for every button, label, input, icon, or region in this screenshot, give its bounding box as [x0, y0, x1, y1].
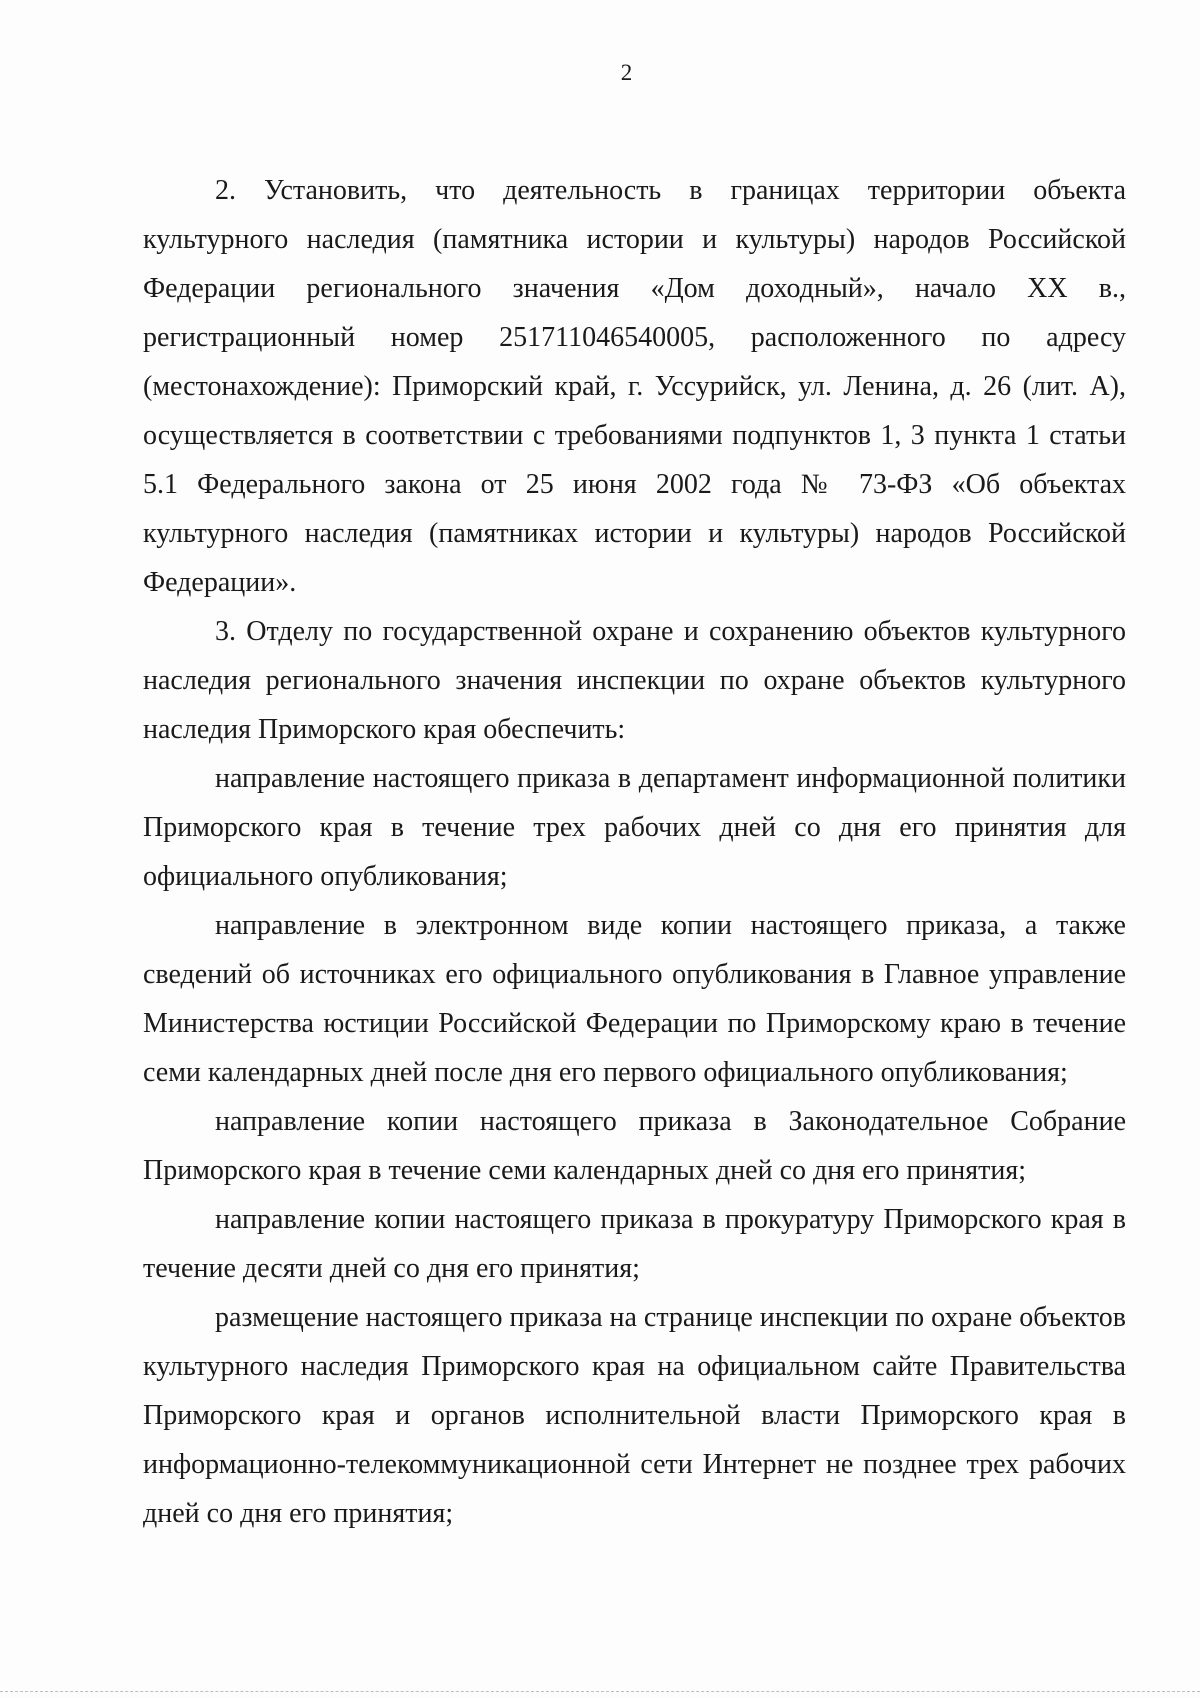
paragraph-send-to-prosecutor: направление копии настоящего приказа в прокуратуру Приморского края в течение десяти дней со дня его принятия;	[143, 1204, 1126, 1284]
page-number: 2	[620, 60, 633, 85]
document-body	[143, 166, 1126, 1538]
paragraph-2-activity: 2. Установить, что деятельность в границах территории объекта культурного наследия (памятника истории и культуры) народов Российской Федерации регионального значения «Дом доходный», начало XX в., регистрационный номер 251711046540005, расположенного по адресу (местонахождение): Приморский край, г. Уссурийск, ул. Ленина, д. 26 (лит. А), осуществляется в соответствии с требованиями подпунктов 1, 3 пункта 1 статьи 5.1 Федерального закона от 25 июня 2002 года № 73-ФЗ «Об объектах культурного наследия (памятниках истории и культуры) народов Российской Федерации».	[143, 175, 1126, 598]
scan-edge-divider	[0, 1691, 1200, 1692]
paragraph-send-to-legislature: направление копии настоящего приказа в Законодательное Собрание Приморского края в течение семи календарных дней со дня его принятия;	[143, 1106, 1126, 1186]
paragraph-send-to-info-dept: направление настоящего приказа в департамент информационной политики Приморского края в течение трех рабочих дней со дня его принятия для официального опубликования;	[143, 763, 1126, 892]
paragraph-send-to-ministry: направление в электронном виде копии настоящего приказа, а также сведений об источниках его официального опубликования в Главное управление Министерства юстиции Российской Федерации по Приморскому краю в течение семи календарных дней после дня его первого официального опубликования;	[143, 910, 1126, 1088]
paragraph-publish-online: размещение настоящего приказа на странице инспекции по охране объектов культурного наследия Приморского края на официальном сайте Правительства Приморского края и органов исполнительной власти Приморского края в информационно-телекоммуникационной сети Интернет не позднее трех рабочих дней со дня его принятия;	[143, 1302, 1127, 1529]
paragraph-3-department: 3. Отделу по государственной охране и сохранению объектов культурного наследия регионального значения инспекции по охране объектов культурного наследия Приморского края обеспечить:	[143, 616, 1126, 745]
